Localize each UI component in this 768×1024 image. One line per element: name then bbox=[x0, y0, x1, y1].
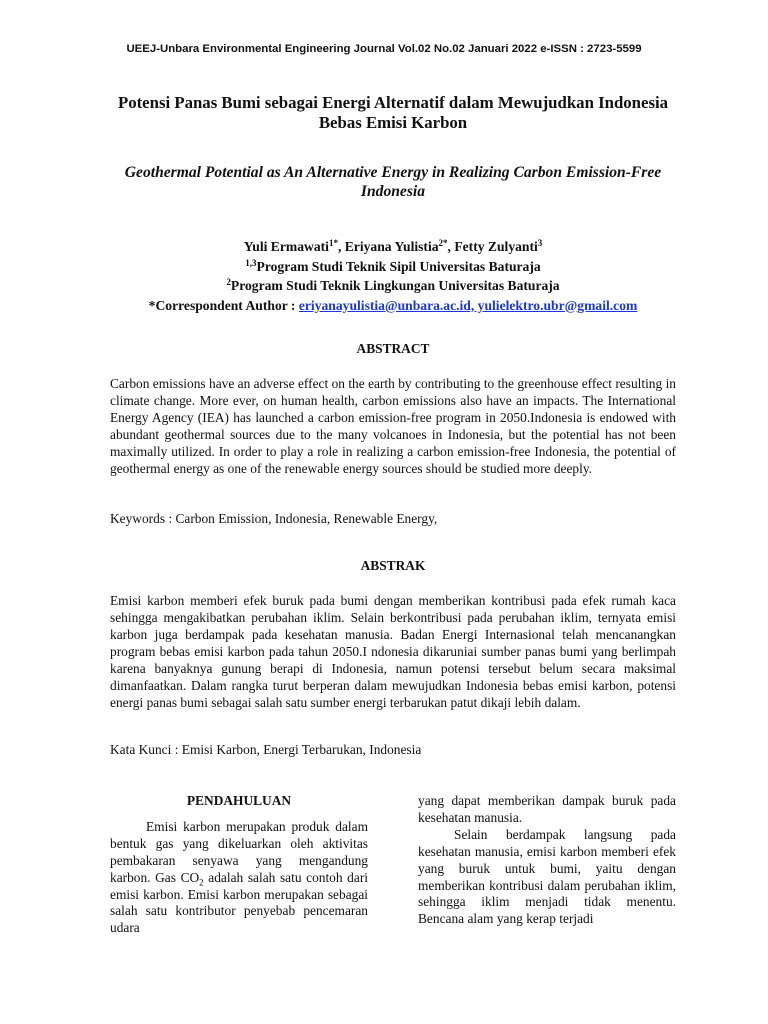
abstrak-heading: ABSTRAK bbox=[360, 558, 426, 573]
journal-header: UEEJ-Unbara Environmental Engineering Journal Vol.02 No.02 Januari 2022 e-ISSN : 2723-5599 bbox=[126, 43, 642, 55]
pendahuluan-right-paragraph-1: yang dapat memberikan dampak buruk pada kesehatan manusia. bbox=[418, 793, 676, 825]
affiliation-text: Program Studi Teknik Sipil Universitas Baturaja bbox=[256, 258, 541, 274]
pendahuluan-left-paragraph bbox=[110, 819, 368, 937]
abstract-heading: ABSTRACT bbox=[356, 341, 430, 356]
abstract-keywords: Keywords : Carbon Emission, Indonesia, Renewable Energy, bbox=[110, 511, 438, 526]
correspondent-email-link[interactable]: eriyanayulistia@unbara.ac.id, yulielektro.ubr@gmail.com bbox=[298, 297, 638, 313]
correspondent-label: *Correspondent Author : bbox=[148, 297, 299, 313]
affiliation-text: Program Studi Teknik Lingkungan Universitas Baturaja bbox=[230, 278, 560, 293]
right-column bbox=[418, 793, 676, 928]
correspondent-line bbox=[0, 296, 768, 316]
author-block bbox=[0, 237, 768, 315]
left-text-part: Emisi karbon merupakan produk dalam bentuk gas yang dikeluarkan oleh aktivitas pembakaran senyawa yang mengandung karbon. Gas CO bbox=[110, 818, 368, 885]
affiliation-superscript: 2 bbox=[226, 277, 231, 287]
pendahuluan-heading: PENDAHULUAN bbox=[186, 793, 292, 808]
abstrak-keywords: Kata Kunci : Emisi Karbon, Energi Terbarukan, Indonesia bbox=[110, 742, 422, 757]
abstract-body: Carbon emissions have an adverse effect on the earth by contributing to the greenhouse effect resulting in climate change. More ever, on human health, carbon emissions also have an impacts. The International Energy Agency (IEA) has launched a carbon emission-free program in 2050.Indonesia is endowed with abundant geothermal sources due to the many volcanoes in Indonesia, but the potential has not been maximally utilized. In order to play a role in realizing a carbon emission-free Indonesia, the potential of geothermal energy as one of the renewable energy sources should be studied more deeply. bbox=[110, 376, 676, 476]
pendahuluan-right-paragraph-2: Selain berdampak langsung pada kesehatan manusia, emisi karbon memberi efek yang buruk untuk bumi, yaitu dengan memberikan kontribusi dalam perubahan iklim, sehingga iklim menjadi tidak menentu. Bencana alam yang kerap terjadi bbox=[418, 826, 676, 927]
author-separator: , bbox=[337, 239, 345, 254]
author-superscript: 1* bbox=[328, 238, 338, 248]
affiliation-1 bbox=[0, 257, 768, 277]
left-column bbox=[110, 793, 368, 937]
author-superscript: 2* bbox=[438, 238, 448, 248]
affiliation-superscript: 1,3 bbox=[245, 257, 257, 268]
paper-title-english: Geothermal Potential as An Alternative Energy in Realizing Carbon Emission-Free Indonesia bbox=[124, 164, 662, 200]
author-separator: , bbox=[447, 239, 455, 254]
affiliation-2 bbox=[0, 276, 768, 296]
author-list bbox=[0, 237, 768, 257]
co2-subscript: 2 bbox=[199, 877, 204, 888]
abstrak-body: Emisi karbon memberi efek buruk pada bumi dengan memberikan kontribusi pada efek rumah kaca sehingga mengakibatkan perubahan iklim. Selain berkontribusi pada perubahan iklim, ternyata emisi karbon juga berdampak pada kesehatan manusia. Badan Energi Internasional telah mencanangkan program bebas emisi karbon pada tahun 2050.I ndonesia dikaruniai sumber panas bumi yang berlimpah karena banyaknya gunung berapi di Indonesia, namun potensi tersebut belum secara maksimal dimanfaatkan. Dalam rangka turut berperan dalam mewujudkan Indonesia bebas emisi karbon, potensi energi panas bumi sebagai salah satu sumber energi terbarukan patut dikaji lebih dalam. bbox=[110, 593, 676, 710]
author-name: Fetty Zulyanti bbox=[454, 239, 538, 254]
left-text-part: adalah salah satu contoh dari emisi karbon. Emisi karbon merupakan sebagai salah satu kontributor penyebab pencemaran udara bbox=[110, 869, 368, 936]
author-superscript: 3 bbox=[537, 238, 543, 248]
paper-title-indonesian: Potensi Panas Bumi sebagai Energi Alternatif dalam Mewujudkan Indonesia Bebas Emisi Karbon bbox=[117, 93, 669, 132]
author-name: Yuli Ermawati bbox=[243, 239, 329, 254]
author-name: Eriyana Yulistia bbox=[344, 239, 439, 254]
